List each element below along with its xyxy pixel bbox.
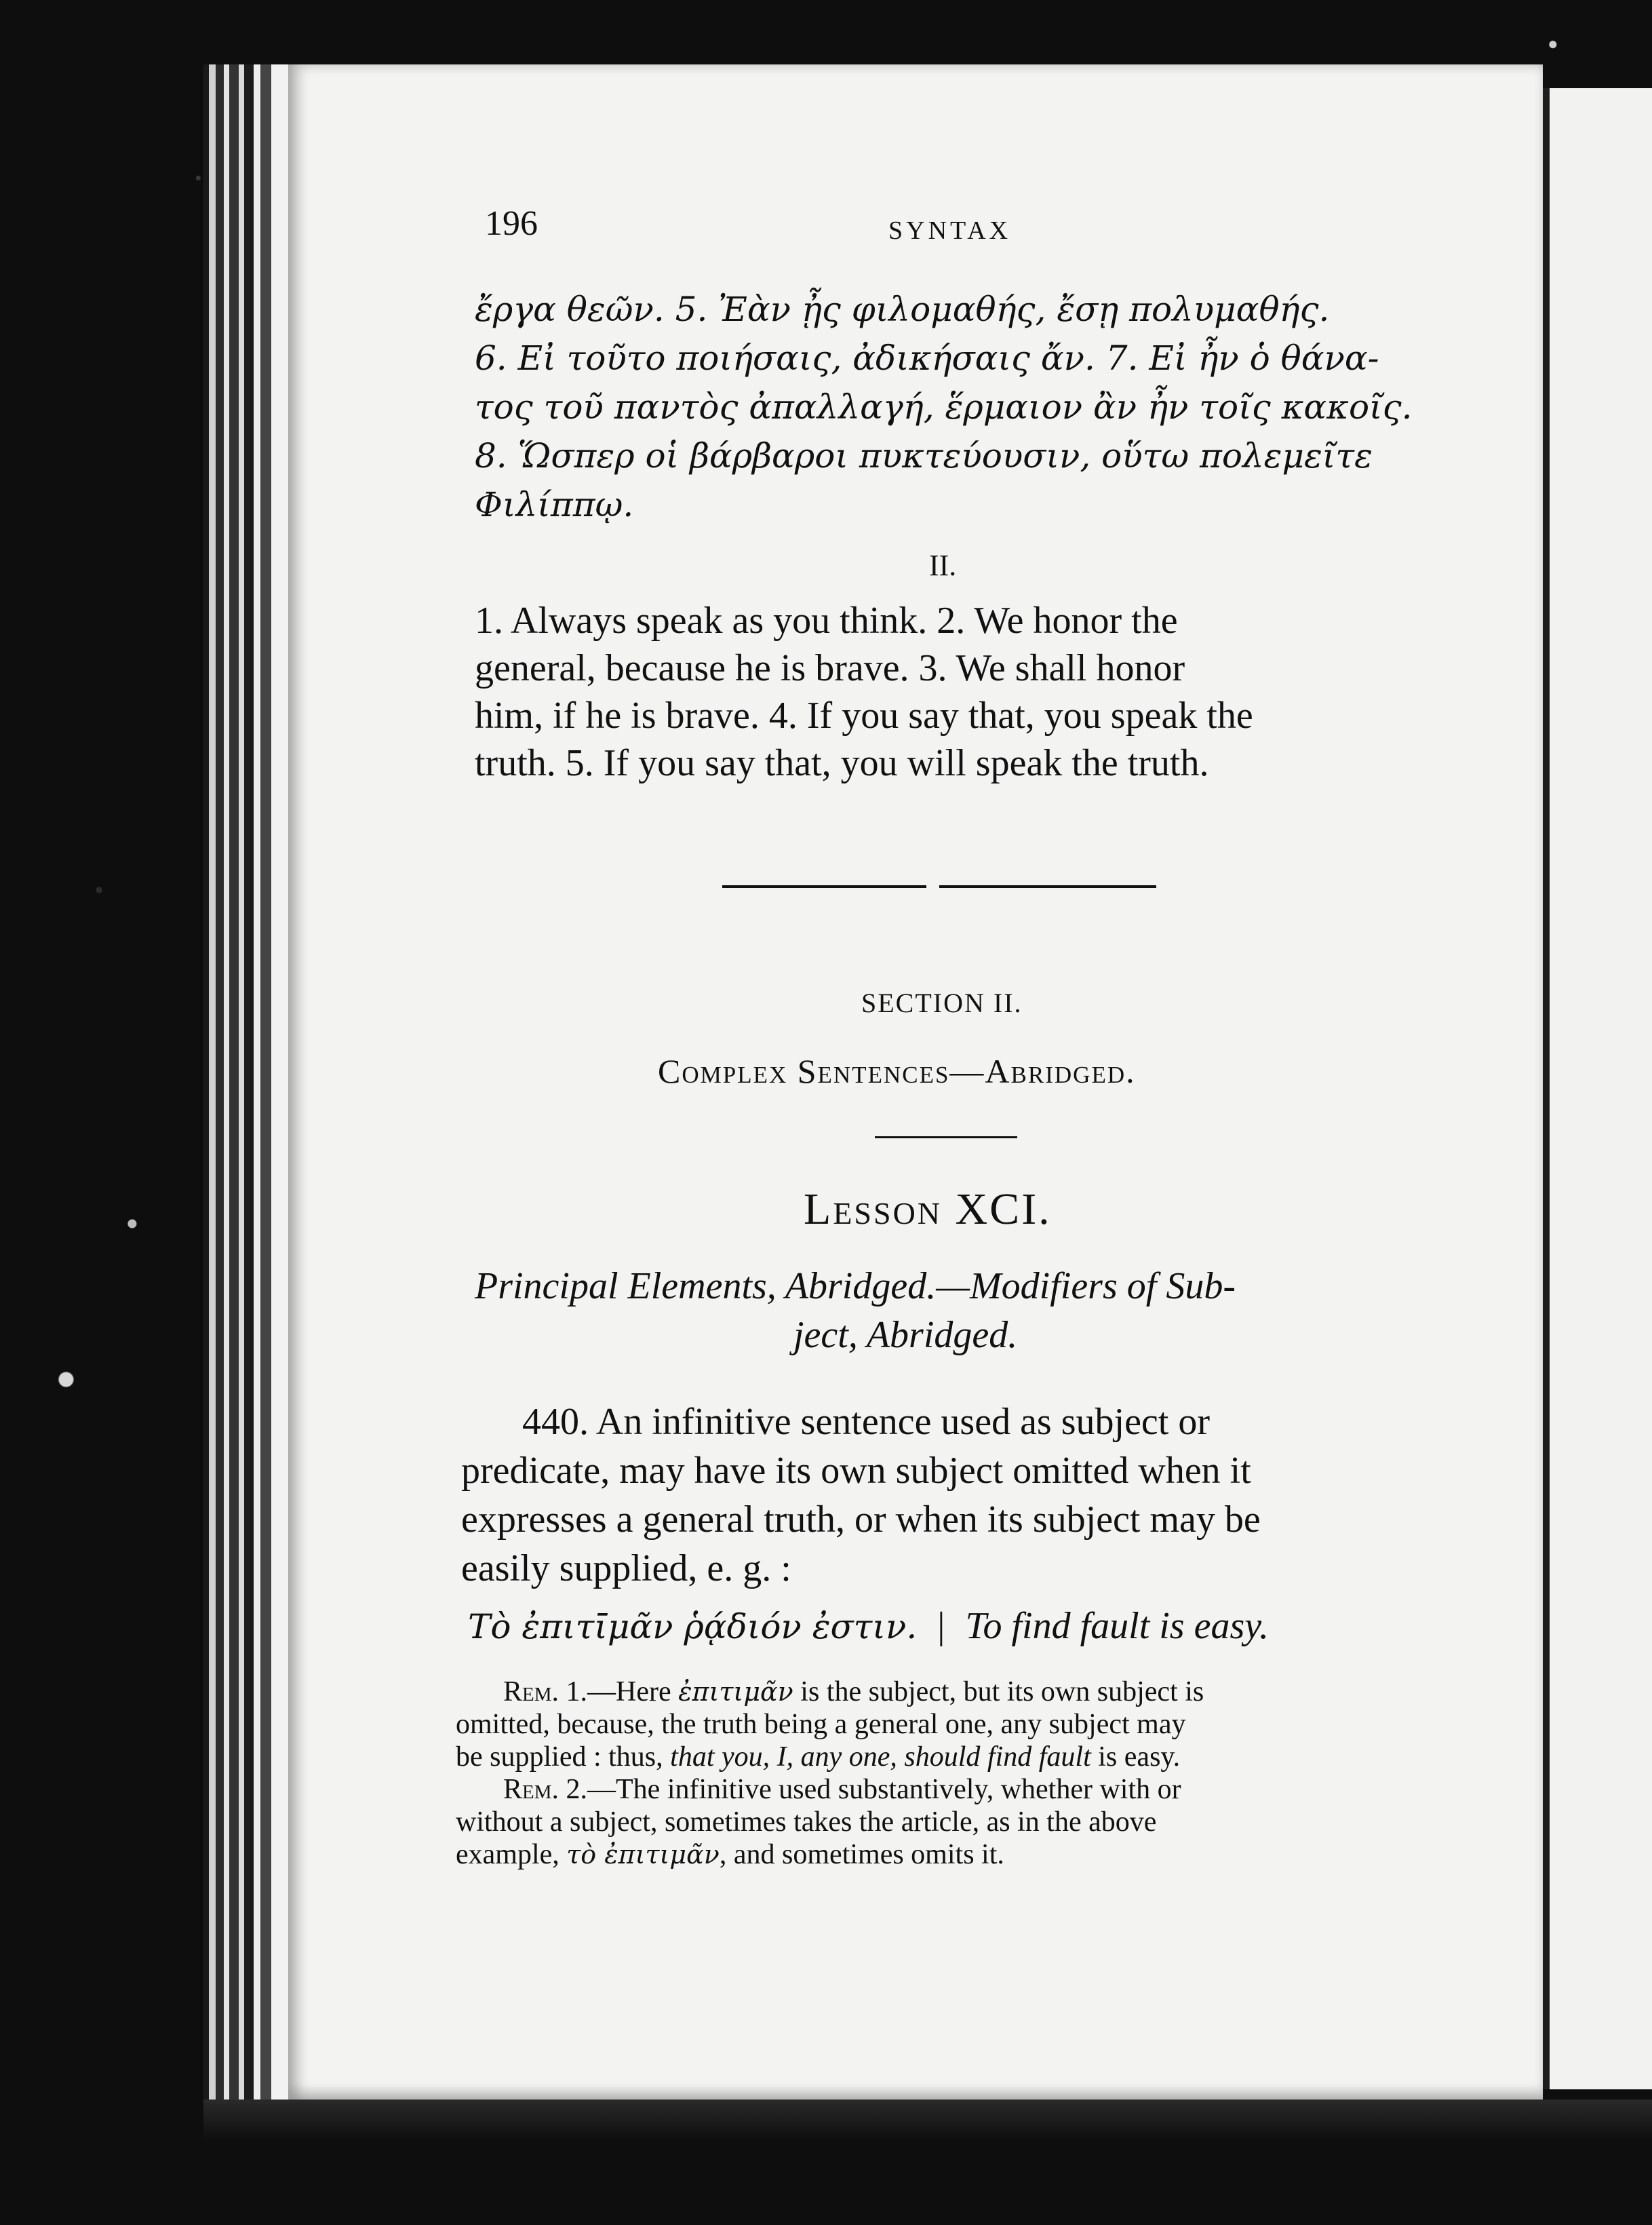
english-exercise [475,597,1253,787]
facing-page-edge [1543,88,1652,2089]
rule-line: easily supplied, e. g. : [461,1547,791,1589]
english-line: truth. 5. If you say that, you will speak the truth. [475,742,1209,784]
english-line: 1. Always speak as you think. 2. We honor the [475,600,1178,642]
remark-label: Rem. 2. [503,1774,588,1805]
greek-line: 8. Ὥσπερ οἱ βάρβαροι πυκτεύουσιν, οὕτω πολεμεῖτε [475,436,1373,476]
remark-label: Rem. 1. [503,1676,588,1707]
page-bottom-shadow [203,2100,1652,2140]
remark-greek: τὸ ἐπιτιμᾶν [566,1840,720,1870]
remark-greek: ἐπιτιμᾶν [678,1677,793,1707]
subtitle-line: Principal Elements, Abridged.—Modifiers of Sub- [475,1265,1236,1307]
remark-1-line [456,1741,1204,1773]
lesson-subtitle [475,1262,1236,1359]
rule-line: expresses a general truth, or when its subject may be [461,1498,1261,1541]
english-line: him, if he is brave. 4. If you say that, you speak the [475,695,1253,737]
example-separator: | [937,1605,945,1647]
example-greek: Τὸ ἐπιτῑμᾶν ῥᾴδιόν ἐστιν. [468,1607,918,1646]
remark-text: is the subject, but its own subject is [793,1676,1204,1707]
remarks-block [456,1676,1204,1871]
section-heading: SECTION II. [861,988,1023,1018]
rule-440-paragraph [461,1397,1261,1593]
remark-2-line: without a subject, sometimes takes the article, as in the above [456,1806,1157,1838]
section-divider [722,885,1156,888]
subtitle-line: ject, Abridged. [793,1314,1018,1356]
example-english: To find fault is easy. [965,1605,1270,1647]
subsection-numeral: II. [929,549,957,582]
section-title: Complex Sentences—Abridged. [658,1052,1136,1090]
remark-text: example, [456,1839,567,1870]
remark-text: —The infinitive used substantively, whether with or [587,1774,1181,1805]
remark-text: —Here [587,1676,679,1707]
book-binding [203,64,292,2100]
remark-text: is easy. [1090,1741,1181,1773]
english-line: general, because he is brave. 3. We shall honor [475,647,1185,689]
lesson-title: Lesson XCI. [804,1184,1052,1234]
remark-text: be supplied : thus, [456,1741,671,1773]
greek-line: 6. Εἰ τοῦτο ποιήσαις, ἀδικήσαις ἄν. 7. Εἰ ἦν ὁ θάνα- [475,338,1379,378]
greek-exercise [475,285,1413,529]
greek-line: τος τοῦ παντὸς ἀπαλλαγή, ἕρμαιον ἂν ἦν τοῖς κακοῖς. [475,387,1413,427]
remark-2-line [456,1773,1204,1806]
example-row [468,1604,1269,1648]
short-divider [875,1136,1017,1138]
page-number: 196 [485,204,538,243]
rule-line: 440. An infinitive sentence used as subject or [522,1401,1210,1443]
greek-line: ἔργα θεῶν. 5. Ἐὰν ᾖς φιλομαθής, ἔσῃ πολυμαθής. [475,290,1330,329]
greek-line: Φιλίππῳ. [475,485,634,524]
remark-text: , and sometimes omits it. [719,1839,1004,1870]
remark-1-line [456,1676,1204,1708]
remark-2-line [456,1838,1204,1871]
rule-line: predicate, may have its own subject omitted when it [461,1450,1251,1492]
remark-1-line: omitted, because, the truth being a general one, any subject may [456,1709,1186,1740]
running-head: SYNTAX [888,216,1012,245]
remark-italic: that you, I, any one, should find fault [670,1741,1091,1773]
